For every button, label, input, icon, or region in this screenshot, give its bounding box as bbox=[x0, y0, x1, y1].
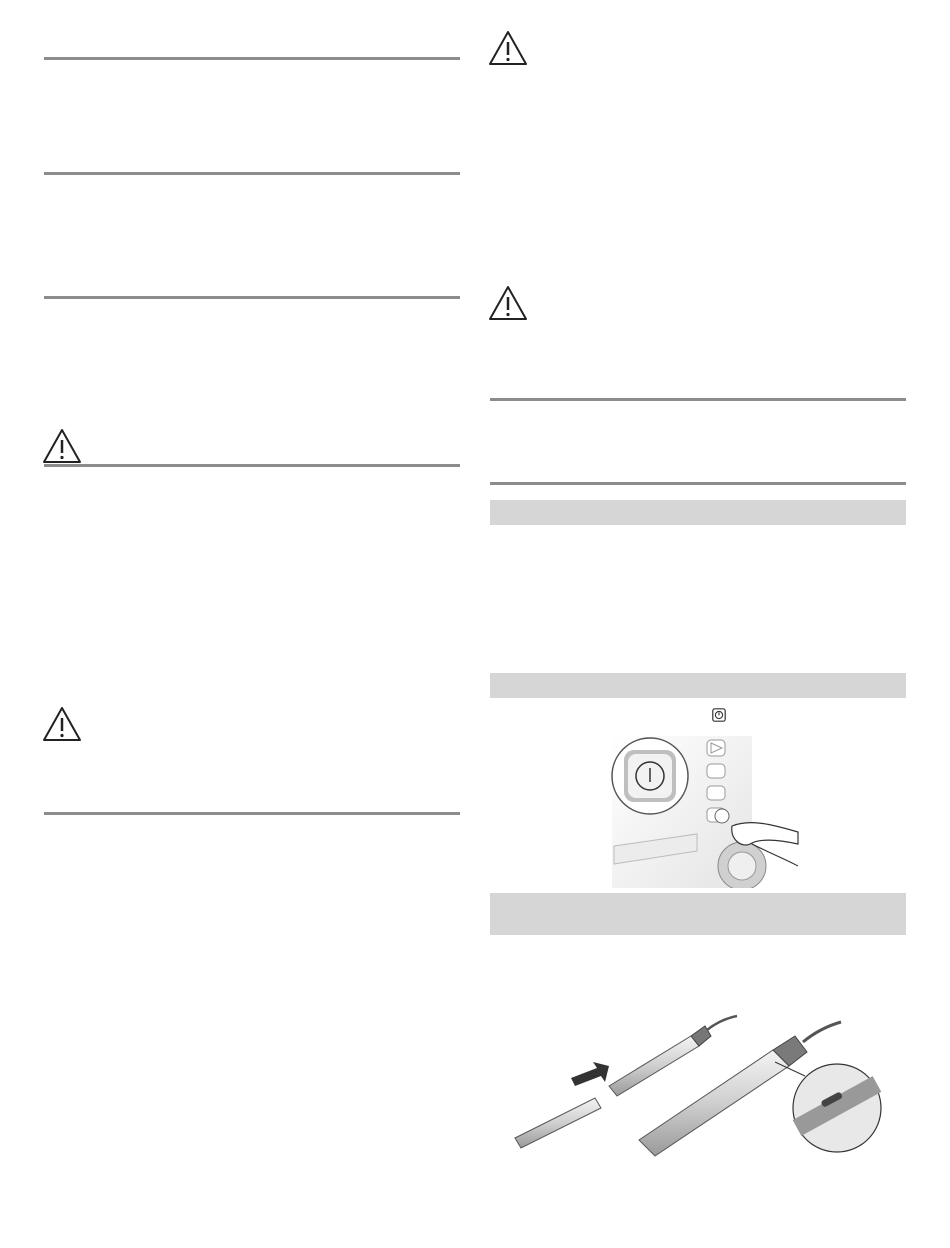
step-heading-band-2 bbox=[490, 673, 906, 698]
power-button-icon bbox=[712, 708, 726, 722]
handpiece-assembly-illustration bbox=[505, 1010, 900, 1160]
control-panel-illustration bbox=[602, 726, 802, 888]
warning-triangle-icon bbox=[488, 285, 528, 321]
section-divider-7 bbox=[490, 482, 906, 485]
warning-triangle-icon bbox=[42, 428, 82, 464]
step-heading-band-1 bbox=[490, 500, 906, 525]
section-divider-3 bbox=[44, 296, 460, 299]
section-divider-1 bbox=[44, 57, 460, 60]
section-divider-5 bbox=[44, 812, 460, 815]
section-divider-4 bbox=[44, 464, 460, 467]
warning-triangle-icon bbox=[42, 706, 82, 742]
section-divider-6 bbox=[490, 398, 906, 401]
warning-triangle-icon bbox=[488, 30, 528, 66]
section-divider-2 bbox=[44, 172, 460, 175]
step-heading-band-3 bbox=[490, 893, 906, 935]
